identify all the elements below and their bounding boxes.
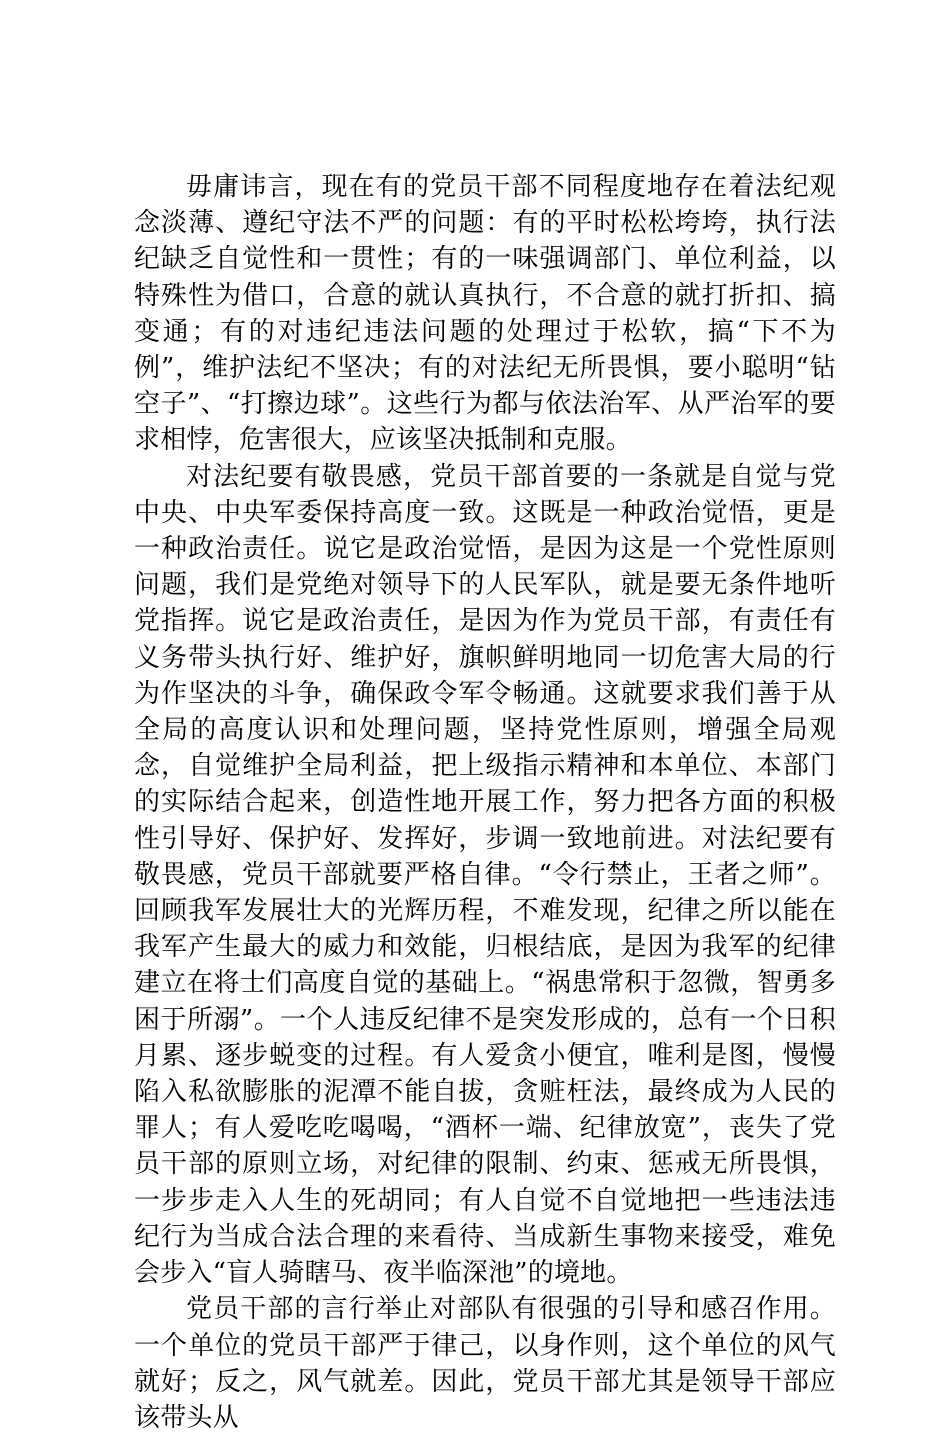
paragraph: 毋庸讳言，现在有的党员干部不同程度地存在着法纪观念淡薄、遵纪守法不严的问题：有的平时松松垮垮，执行法纪缺乏自觉性和一贯性；有的一味强调部门、单位利益，以特殊性为借口，合意的就认真执行，不合意的就打折扣、搞变通；有的对违纪违法问题的处理过于松软，搞“下不为例”，维护法纪不坚决；有的对法纪无所畏惧，要小聪明“钻空子”、“打擦边球”。这些行为都与依法治军、从严治军的要求相悖，危害很大，应该坚决抵制和克服。 — [134, 172, 836, 456]
paragraph: 党员干部的言行举止对部队有很强的引导和感召作用。一个单位的党员干部严于律己，以身作则，这个单位的风气就好；反之，风气就差。因此，党员干部尤其是领导干部应该带头从 — [134, 1294, 836, 1433]
paragraph: 对法纪要有敬畏感，党员干部首要的一条就是自觉与党中央、中央军委保持高度一致。这既是一种政治觉悟，更是一种政治责任。说它是政治觉悟，是因为这是一个党性原则问题，我们是党绝对领导下的人民军队，就是要无条件地听党指挥。说它是政治责任，是因为作为党员干部，有责任有义务带头执行好、维护好，旗帜鲜明地同一切危害大局的行为作坚决的斗争，确保政令军令畅通。这就要求我们善于从全局的高度认识和处理问题，坚持党性原则，增强全局观念，自觉维护全局利益，把上级指示精神和本单位、本部门的实际结合起来，创造性地开展工作，努力把各方面的积极性引导好、保护好、发挥好，步调一致地前进。对法纪要有敬畏感，党员干部就要严格自律。“令行禁止，王者之师”。回顾我军发展壮大的光辉历程，不难发现，纪律之所以能在我军产生最大的威力和效能，归根结底，是因为我军的纪律建立在将士们高度自觉的基础上。“祸患常积于忽微，智勇多困于所溺”。一个人违反纪律不是突发形成的，总有一个日积月累、逐步蜕变的过程。有人爱贪小便宜，唯利是图，慢慢陷入私欲膨胀的泥潭不能自拔，贪赃枉法，最终成为人民的罪人；有人爱吃吃喝喝，“酒杯一端、纪律放宽”，丧失了党员干部的原则立场，对纪律的限制、约束、惩戒无所畏惧，一步步走入人生的死胡同；有人自觉不自觉地把一些违法违纪行为当成合法合理的来看待、当成新生事物来接受，难免会步入“盲人骑瞎马、夜半临深池”的境地。 — [134, 461, 836, 1289]
document-body — [134, 169, 836, 1436]
